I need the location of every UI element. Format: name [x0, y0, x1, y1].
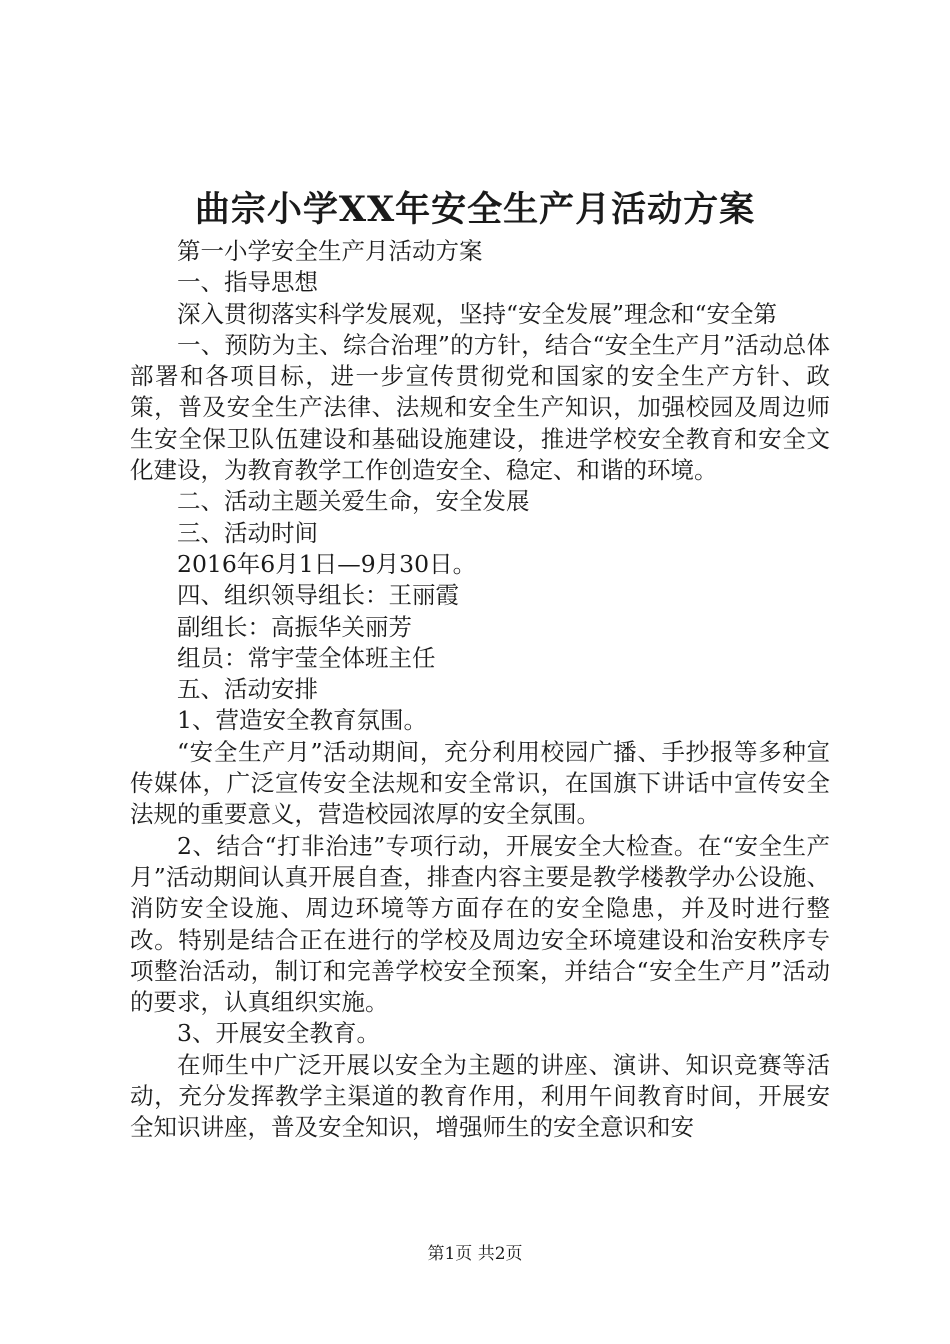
page-number-footer: 第1页 共2页 [427, 1244, 523, 1264]
paragraph-heading-theme: 二、活动主题关爱生命，安全发展 [177, 487, 530, 516]
paragraph-leader: 四、组织领导组长：王丽霞 [177, 581, 459, 610]
paragraph-subtitle: 第一小学安全生产月活动方案 [177, 237, 483, 265]
document-body [130, 236, 830, 1144]
paragraph-heading-guiding-thought: 一、指导思想 [177, 268, 318, 297]
paragraph-date-range: 2016年6月1日—9月30日。 [177, 549, 477, 578]
paragraph-heading-arrangement: 五、活动安排 [177, 675, 318, 704]
document-title: 曲宗小学XX年安全生产月活动方案 [194, 189, 756, 230]
paragraph-deputy-leader: 副组长：高振华关丽芳 [177, 612, 412, 641]
paragraph: 一、预防为主、综合治理”的方针，结合“安全生产月”活动总体部署和各项目标，进一步宣传贯彻党和国家的安全生产方针、政策，普及安全生产法律、法规和安全生产知识，加强校园及周边师生安全保卫队伍建设和基础设施建设，推进学校安全教育和安全文化建设，为教育教学工作创造安全、稳定、和谐的环境。 [130, 330, 830, 485]
paragraph-members: 组员：常宇莹全体班主任 [177, 643, 436, 672]
paragraph-item-3: 3、开展安全教育。 [177, 1019, 380, 1048]
paragraph: 在师生中广泛开展以安全为主题的讲座、演讲、知识竞赛等活动，充分发挥教学主渠道的教育作用，利用午间教育时间，开展安全知识讲座，普及安全知识，增强师生的安全意识和安 [130, 1050, 830, 1142]
paragraph-item-1: 1、营造安全教育氛围。 [177, 706, 427, 735]
paragraph: 深入贯彻落实科学发展观，坚持“安全发展”理念和“安全第 [177, 299, 778, 328]
paragraph-item-2: 2、结合“打非治违”专项行动，开展安全大检查。在“安全生产月”活动期间认真开展自查，排查内容主要是教学楼教学办公设施、消防安全设施、周边环境等方面存在的安全隐患，并及时进行整改。特别是结合正在进行的学校及周边安全环境建设和治安秩序专项整治活动，制订和完善学校安全预案，并结合“安全生产月”活动的要求，认真组织实施。 [130, 831, 830, 1017]
paragraph-heading-time: 三、活动时间 [177, 518, 318, 547]
paragraph: “安全生产月”活动期间，充分利用校园广播、手抄报等多种宣传媒体，广泛宣传安全法规和安全常识，在国旗下讲话中宣传安全法规的重要意义，营造校园浓厚的安全氛围。 [130, 737, 830, 829]
